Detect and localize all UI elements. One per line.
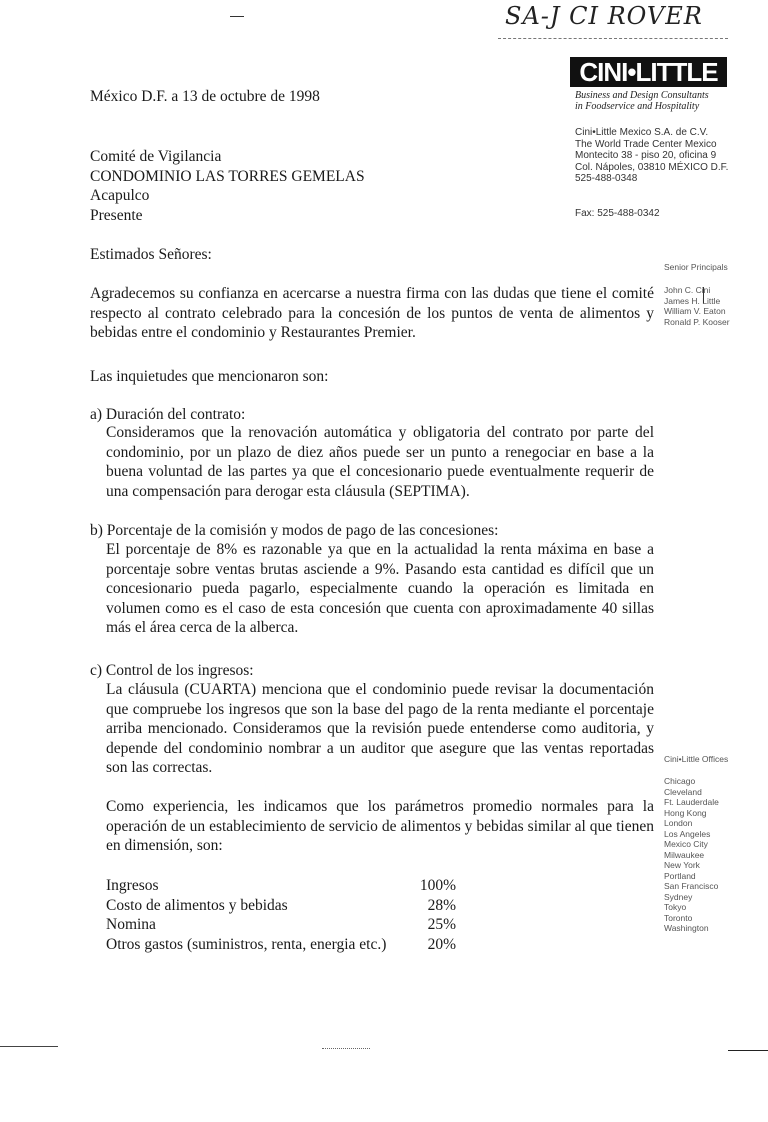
offices-list [664, 776, 719, 934]
footer-rule-right [728, 1050, 768, 1051]
office-city: Cleveland [664, 786, 702, 797]
tagline-line-2: in Foodservice and Hospitality [575, 101, 700, 112]
row-label: Costo de alimentos y bebidas [106, 896, 288, 914]
office-phone: 525-488-0348 [575, 173, 638, 184]
table-row [106, 935, 456, 955]
item-b-text: El porcentaje de 8% es razonable ya que en la actualidad la renta máxima en base a porcentaje sobre ventas brutas asciende a 9%. Pasando esta cantidad es difícil que un concesionario pueda pagarlo, especialmente cuando la operación es limitada en volumen como es el caso de esta concesión que cuenta con aproximadamente 40 sillas más el área cerca de la alberca. [106, 541, 654, 636]
parameters-table [106, 876, 456, 954]
company-logo: CINI•LITTLE [570, 57, 727, 87]
office-city: Mexico City [664, 839, 708, 849]
concerns-intro: Las inquietudes que mencionaron son: [90, 368, 329, 385]
principals-bracket [703, 287, 704, 303]
principal-name: James H. Little [664, 295, 721, 306]
office-city: Chicago [664, 776, 696, 786]
table-row [106, 876, 456, 896]
annotation-underline [498, 38, 728, 39]
row-label: Otros gastos (suministros, renta, energia etc.) [106, 935, 387, 953]
principal-name: Ronald P. Kooser [664, 316, 730, 327]
office-city: Washington [664, 923, 709, 933]
recipient-line: Comité de Vigilancia [90, 148, 222, 165]
office-city: New York [664, 860, 700, 870]
salutation: Estimados Señores: [90, 246, 212, 263]
footer-rule-left [0, 1046, 58, 1047]
top-dash-mark [230, 16, 244, 17]
handwritten-annotation: SA-J CI ROVER [505, 2, 703, 30]
office-city: Tokyo [664, 902, 687, 912]
principal-name: John C. Cini [664, 285, 711, 295]
row-value: 28% [427, 896, 456, 914]
recipient-line: CONDOMINIO LAS TORRES GEMELAS [90, 167, 365, 185]
office-city: San Francisco [664, 881, 719, 891]
footer-rule-center [322, 1048, 370, 1049]
experience-paragraph: Como experiencia, les indicamos que los parámetros promedio normales para la operación de un establecimiento de servicio de alimentos y bebidas similar al que tienen en dimensión, son: [106, 798, 654, 854]
item-c-text: La cláusula (CUARTA) menciona que el condominio puede revisar la documentación que compruebe los ingresos que son la base del pago de la renta mediante el porcentaje arriba mencionado. Consideramos que la revisión puede entenderse como auditoria, y depende del condominio nombrar a un auditor que asegure que las ventas reportadas son las correctas. [106, 681, 654, 776]
office-line: Col. Nápoles, 03810 MÉXICO D.F. [575, 161, 729, 173]
recipient-line: Presente [90, 206, 143, 224]
office-line: The World Trade Center Mexico [575, 138, 717, 150]
item-b-label: b) Porcentaje de la comisión y modos de pago de las concesiones: [90, 522, 499, 539]
row-label: Ingresos [106, 877, 159, 894]
office-line: Montecito 38 - piso 20, oficina 9 [575, 150, 717, 161]
office-city: Milwaukee [664, 849, 705, 860]
intro-paragraph: Agradecemos su confianza en acercarse a nuestra firma con las dudas que tiene el comité respecto al contrato celebrado para la concesión de los puntos de venta de alimentos y bebidas entre el condominio y Restaurantes Premier. [90, 285, 654, 341]
item-a-label: a) Duración del contrato: [90, 406, 246, 423]
office-city: Toronto [664, 912, 693, 923]
principal-name: William V. Eaton [664, 306, 726, 316]
office-city: Ft. Lauderdale [664, 797, 719, 807]
office-fax: Fax: 525-488-0342 [575, 208, 660, 219]
company-tagline [575, 90, 735, 112]
office-city: Los Angeles [664, 828, 711, 839]
principals-title: Senior Principals [664, 262, 728, 272]
office-line: Cini•Little Mexico S.A. de C.V. [575, 127, 709, 138]
recipient-block [90, 147, 365, 225]
table-row [106, 896, 456, 916]
item-a-text: Consideramos que la renovación automática y obligatoria del contrato por parte del condominio, por un plazo de diez años puede ser un punto a renegociar en base a la buena voluntad de las partes ya que el concesionario puede eventualmente requerir de una compensación para derogar esta cláusula (SEPTIMA). [106, 424, 654, 500]
row-value: 25% [427, 916, 456, 933]
table-row [106, 915, 456, 935]
item-c-label: c) Control de los ingresos: [90, 662, 254, 679]
row-value: 100% [419, 877, 456, 894]
tagline-line-1: Business and Design Consultants [575, 90, 709, 101]
office-city: Sydney [664, 891, 693, 902]
office-city: Portland [664, 870, 696, 881]
offices-title: Cini•Little Offices [664, 754, 729, 764]
principals-list [664, 285, 730, 327]
office-city: Hong Kong [664, 807, 707, 818]
recipient-line: Acapulco [90, 187, 150, 204]
row-label: Nomina [106, 916, 156, 933]
office-address [575, 127, 728, 185]
office-city: London [664, 818, 693, 828]
row-value: 20% [427, 935, 456, 953]
letter-date: México D.F. a 13 de octubre de 1998 [90, 88, 320, 105]
